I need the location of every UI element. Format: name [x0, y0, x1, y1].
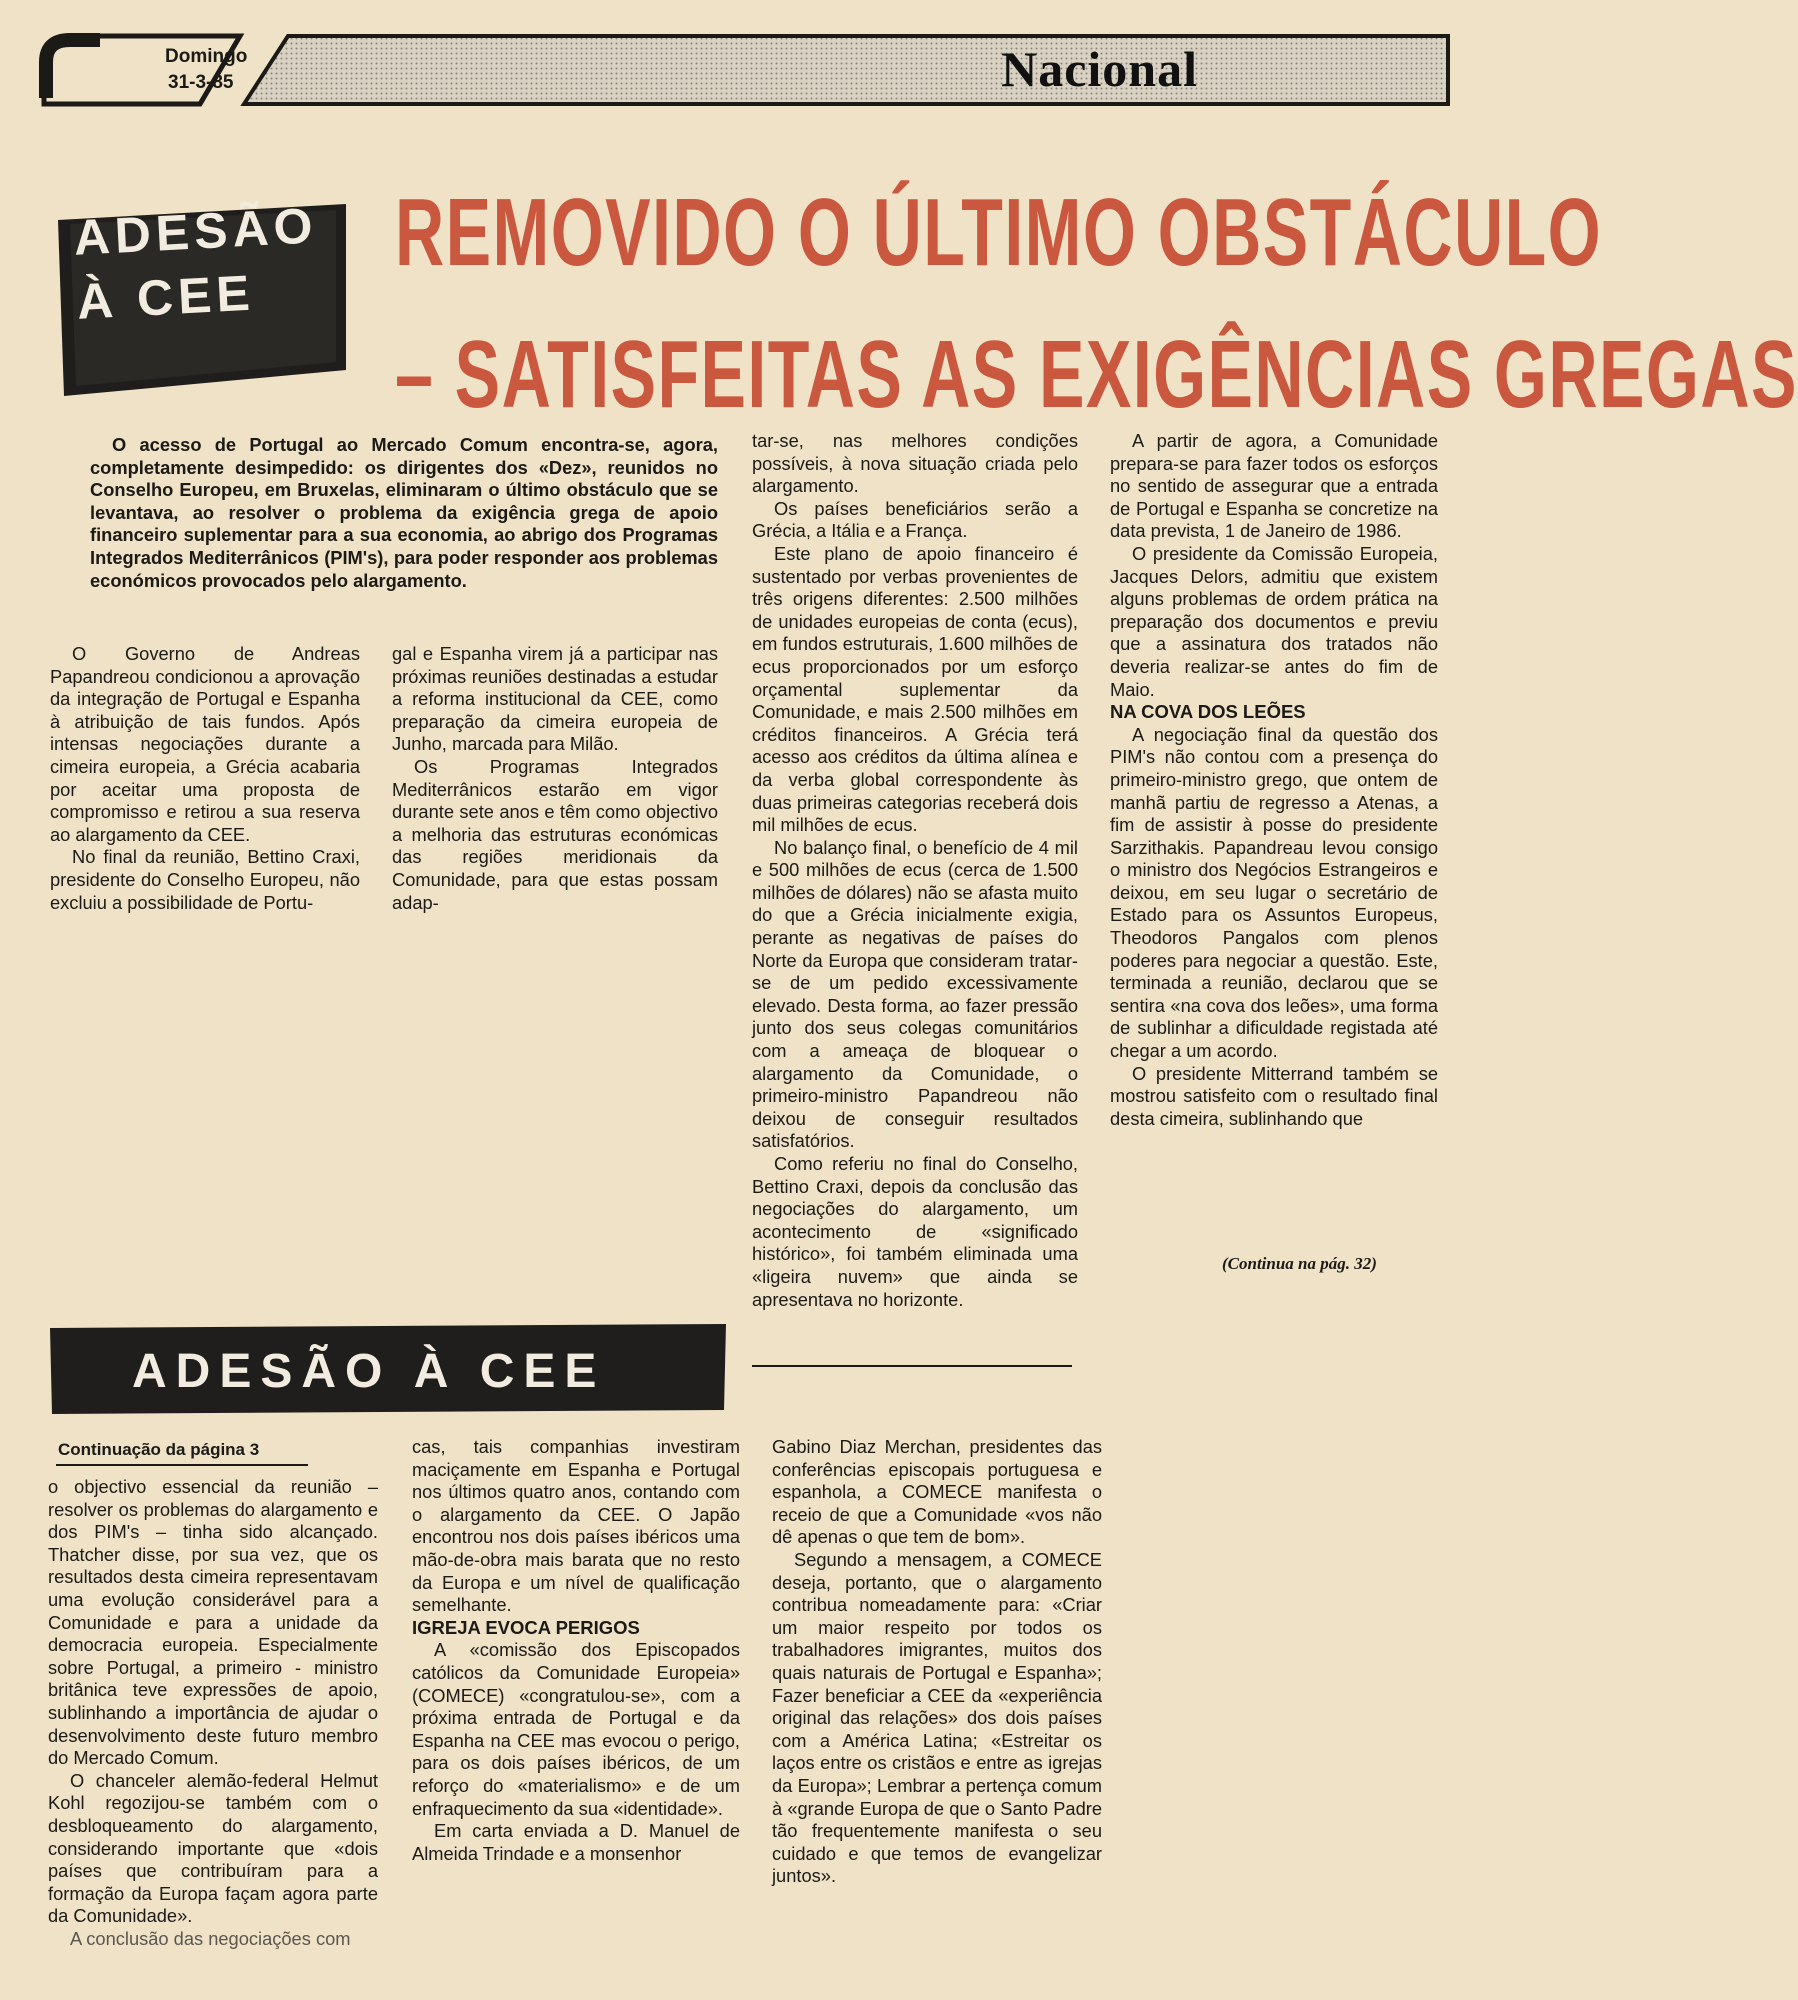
paragraph: Este plano de apoio financeiro é sustentado por verbas provenientes de três origens diferentes: 2.500 milhões de unidades europeias de conta (ecus), em fundos estruturais, 1.600 milhões de ecus proporcionados por um esforço orçamental suplementar da Comunidade, e mais 2.500 milhões em créditos financeiros. A Grécia terá acesso aos créditos da última alínea e da verba global correspondente às duas primeiras categorias receberá dois mil milhões de ecus. — [752, 542, 1078, 836]
banner-2-label: ADESÃO À CEE — [132, 1345, 606, 1398]
column-5 — [48, 1476, 378, 1950]
paragraph: Os países beneficiários serão a Grécia, a Itália e a França. — [752, 497, 1078, 542]
section-band — [240, 32, 1452, 108]
kicker-line-2: À CEE — [75, 264, 257, 330]
column-rule — [752, 1365, 1072, 1367]
lead-paragraph — [90, 434, 718, 592]
lead-text: O acesso de Portugal ao Mercado Comum encontra-se, agora, completamente desimpedido: os dirigentes dos «Dez», reunidos no Conselho Europeu, em Bruxelas, eliminaram o último obstáculo que se levantava, ao resolver o problema da exigência grega de apoio financeiro suplementar para a sua economia, ao abrigo dos Programas Integrados Mediterrânicos (PIM's), para poder responder aos problemas económicos provocados pelo alargamento. — [90, 434, 718, 591]
paragraph: A conclusão das negociações com — [70, 1927, 351, 1949]
column-3 — [752, 430, 1078, 1311]
headline-line-2: – SATISFEITAS AS EXIGÊNCIAS GREGAS — [395, 321, 1798, 428]
column-6 — [412, 1436, 740, 1865]
kicker-label — [72, 192, 348, 334]
issue-date: 31-3-85 — [168, 72, 234, 93]
paragraph: A «comissão dos Episcopados católicos da Comunidade Europeia» (COMECE) «congratulou-se», com a próxima entrada de Portugal e da Espanha na CEE mas evocou o perigo, para os dois países ibéricos, de um reforço do «materialismo» e de um enfraquecimento da sua «identidade». — [412, 1639, 740, 1819]
paragraph: O Governo de Andreas Papandreou condicionou a aprovação da integração de Portugal e Espanha à atribuição de tais fundos. Após intensas negociações durante a cimeira europeia, a Grécia acabaria por aceitar uma proposta de compromisso e retirou a sua reserva ao alargamento da CEE. — [50, 643, 360, 845]
continued-note: (Continua na pág. 32) — [1222, 1254, 1377, 1273]
paragraph: No balanço final, o benefício de 4 mil e 500 milhões de ecus (cerca de 1.500 milhões de dólares) não se afasta muito do que a Grécia inicialmente exigia, perante as negativas de países do Norte da Europa que consideram tratar-se de um pedido excessivamente elevado. Desta forma, ao fazer pressão junto dos seus colegas comunitários com a ameaça de bloquear o alargamento da Comunidade, o primeiro-ministro Papandreou não deixou de conseguir resultados satisfatórios. — [752, 836, 1078, 1152]
paragraph: A partir de agora, a Comunidade prepara-se para fazer todos os esforços no sentido de assegurar que a entrada de Portugal e Espanha se concretize na data prevista, 1 de Janeiro de 1986. — [1110, 430, 1438, 542]
paragraph: Gabino Diaz Merchan, presidentes das conferências episcopais portuguesa e espanhola, a COMECE manifesta o receio de que a Comunidade «vos não dê apenas o que tem de bom». — [772, 1436, 1102, 1548]
paragraph: O chanceler alemão-federal Helmut Kohl regozijou-se também com o desbloqueamento do alargamento, considerando importante que «dois países que contribuíram para a formação da Europa façam agora parte da Comunidade». — [48, 1769, 378, 1927]
headline-line-1: REMOVIDO O ÚLTIMO OBSTÁCULO — [395, 179, 1603, 286]
subhead-igreja-evoca-perigos: IGREJA EVOCA PERIGOS — [412, 1616, 640, 1638]
paragraph: Em carta enviada a D. Manuel de Almeida Trindade e a monsenhor — [412, 1820, 740, 1864]
paragraph: o objectivo essencial da reunião – resolver os problemas do alargamento e dos PIM's – tinha sido alcançado. Thatcher disse, por sua vez, que os resultados desta cimeira representavam uma evolução considerável para a Comunidade e para a unidade da democracia europeia. Especialmente sobre Portugal, a primeiro - ministro britânica teve expressões de apoio, sublinhando a importância de ajudar o desenvolvimento deste futuro membro do Mercado Comum. — [48, 1476, 378, 1769]
column-1 — [50, 643, 360, 914]
paragraph: tar-se, nas melhores condições possíveis, à nova situação criada pelo alargamento. — [752, 430, 1078, 497]
paragraph: Segundo a mensagem, a COMECE deseja, portanto, que o alargamento contribua nomeadamente para: «Criar um maior respeito por todos os trabalhadores imigrantes, muitos dos quais naturais de Portugal e Espanha»; Fazer beneficiar a CEE da «experiência original das relações» dos dois países com a América Latina; «Estreitar os laços entre os cristãos e entre as igrejas da Europa»; Lembrar a pertença comum à «grande Europa de que o Santo Padre tão frequentemente manifesta o seu cuidado e que temos de evangelizar juntos». — [772, 1548, 1102, 1887]
subhead-cova-dos-leoes: NA COVA DOS LEÕES — [1110, 701, 1306, 723]
paragraph: Os Programas Integrados Mediterrânicos estarão em vigor durante sete anos e têm como objectivo a melhoria das estruturas económicas das regiões meridionais da Comunidade, para que estas possam adap- — [392, 755, 718, 913]
continuation-label: Continuação da página 3 — [58, 1440, 260, 1459]
paragraph: O presidente Mitterrand também se mostrou satisfeito com o resultado final desta cimeira, sublinhando que — [1110, 1062, 1438, 1129]
issue-day: Domingo — [165, 46, 248, 67]
kicker-line-1: ADESÃO — [72, 197, 319, 266]
section-title: Nacional — [1001, 41, 1198, 97]
paragraph: O presidente da Comissão Europeia, Jacques Delors, admitiu que existem alguns problemas de ordem prática na preparação dos documentos e previu que a assinatura dos tratados não deveria realizar-se antes do fim de Maio. — [1110, 542, 1438, 700]
paragraph: No final da reunião, Bettino Craxi, presidente do Conselho Europeu, não excluiu a possibilidade de Portu- — [50, 846, 360, 913]
paragraph: cas, tais companhias investiram maciçamente em Espanha e Portugal nos últimos quatro anos, contando com o alargamento da CEE. O Japão encontrou nos dois países ibéricos uma mão-de-obra mais barata que no resto da Europa e um nível de qualificação semelhante. — [412, 1436, 740, 1616]
paragraph: Como referiu no final do Conselho, Bettino Craxi, depois da conclusão das negociações do alargamento, um acontecimento de «significado histórico», foi também eliminada uma «ligeira nuvem» que ainda se apresentava no horizonte. — [752, 1153, 1078, 1310]
column-7 — [772, 1436, 1102, 1888]
column-2 — [392, 643, 718, 914]
column-4 — [1110, 430, 1438, 1130]
paragraph: A negociação final da questão dos PIM's não contou com a presença do primeiro-ministro grego, que ontem de manhã partiu de regresso a Atenas, a fim de assistir à posse do presidente Sarzithakis. Papandreau levou consigo o ministro dos Negócios Estrangeiros e deixou, em seu lugar o secretário de Estado para os Assuntos Europeus, Theodoros Pangalos com plenos poderes para negociar a questão. Este, terminada a reunião, declarou que se sentira «na cova dos leões», uma forma de sublinhar a dificuldade registada até chegar a um acordo. — [1110, 723, 1438, 1062]
paragraph: gal e Espanha virem já a participar nas próximas reuniões destinadas a estudar a reforma institucional da CEE, como preparação da cimeira europeia de Junho, marcada para Milão. — [392, 643, 718, 755]
label-underline — [56, 1464, 308, 1466]
